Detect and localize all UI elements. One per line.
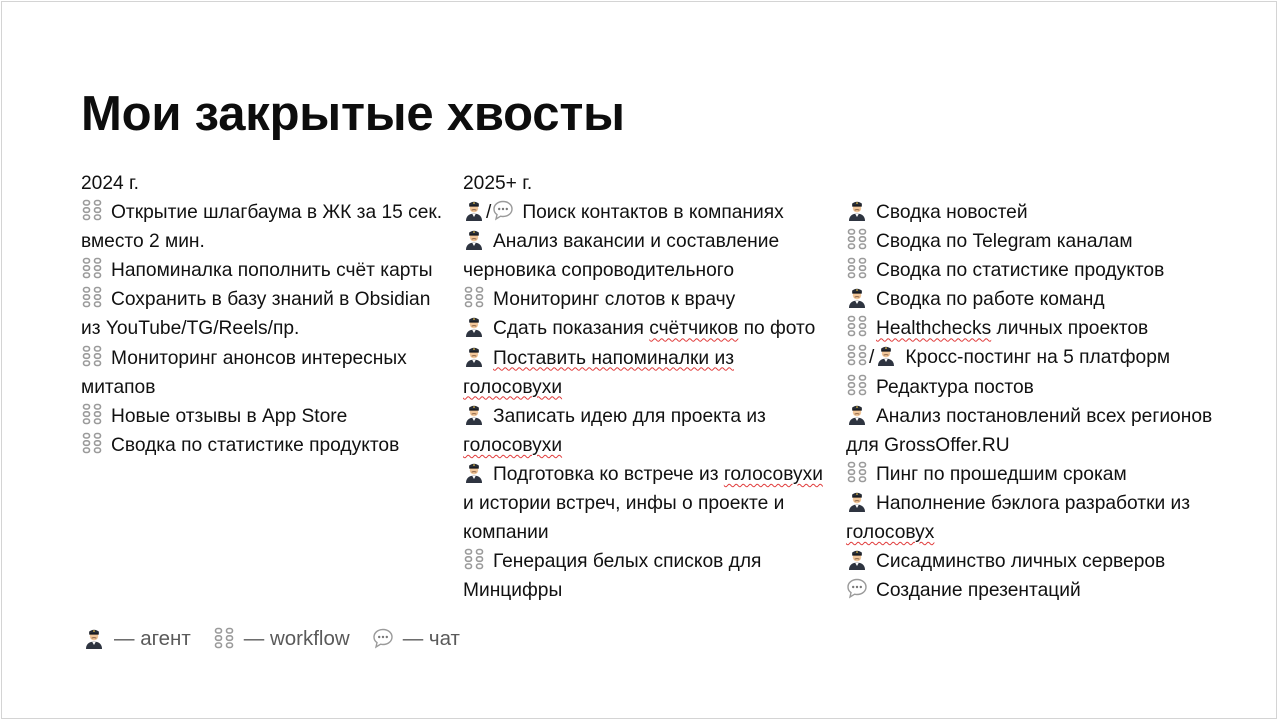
list-item — [463, 285, 835, 314]
agent-icon — [463, 461, 485, 483]
presentation-slide — [1, 1, 1277, 719]
workflow-icon — [463, 286, 485, 308]
list-item — [81, 344, 453, 402]
list-item — [463, 198, 835, 227]
item-text: Сводка по статистике продуктов — [111, 434, 400, 456]
agent-icon — [846, 286, 868, 308]
column-2025-continued — [846, 198, 1246, 605]
item-text: Сводка по работе команд — [876, 289, 1105, 311]
legend-label: — чат — [402, 627, 460, 650]
item-text: Сводка по Telegram каналам — [876, 231, 1133, 253]
item-text: Наполнение бэклога разработки из — [876, 492, 1191, 514]
item-text: голосовухи — [463, 434, 563, 456]
agent-icon — [846, 403, 868, 425]
list-item — [846, 547, 1246, 576]
workflow-icon — [213, 627, 235, 649]
item-text: Healthchecks — [876, 318, 992, 340]
workflow-icon — [846, 461, 868, 483]
item-text: Записать идею для проекта из — [493, 405, 766, 427]
item-text: Редактура постов — [876, 376, 1034, 398]
list-item — [463, 314, 835, 343]
slide-title: Мои закрытые хвосты — [81, 87, 625, 141]
list-item — [846, 460, 1246, 489]
list-item — [846, 576, 1246, 605]
agent-icon — [463, 403, 485, 425]
item-text: Мониторинг анонсов интересных митапов — [81, 347, 407, 398]
chat-icon — [492, 199, 514, 221]
list-item — [846, 314, 1246, 343]
list-item — [846, 402, 1246, 460]
item-text: Подготовка ко встрече из — [493, 463, 724, 485]
agent-icon — [463, 199, 485, 221]
column-heading-2025: 2025+ г. — [463, 173, 533, 194]
list-item — [81, 198, 453, 256]
workflow-icon — [81, 345, 103, 367]
list-item — [846, 373, 1246, 402]
chat-icon — [372, 627, 394, 649]
list-item — [846, 227, 1246, 256]
item-text: голосовухи — [723, 463, 823, 485]
list-item — [463, 547, 835, 605]
item-text: по фото — [738, 318, 816, 340]
workflow-icon — [81, 432, 103, 454]
list-item — [846, 256, 1246, 285]
task-list-2025-continued — [846, 198, 1246, 605]
agent-icon — [875, 344, 897, 366]
item-text: Анализ постановлений всех регионов для GrossOffer.RU — [846, 405, 1213, 456]
item-text: личных проектов — [991, 318, 1149, 340]
item-text: Поставить напоминалки из — [493, 347, 734, 369]
item-text: Мониторинг слотов к врачу — [493, 289, 736, 311]
agent-icon — [846, 199, 868, 221]
column-2025 — [463, 169, 835, 605]
item-text: Анализ вакансии и составление черновика сопроводительного — [463, 231, 780, 282]
agent-icon — [846, 548, 868, 570]
workflow-icon — [846, 344, 868, 366]
workflow-icon — [846, 374, 868, 396]
legend-label: — агент — [114, 627, 191, 650]
item-text: голосовухи — [463, 376, 563, 398]
agent-icon — [846, 490, 868, 512]
item-text: Пинг по прошедшим срокам — [876, 463, 1127, 485]
column-2024 — [81, 169, 453, 460]
item-text: Сохранить в базу знаний в Obsidian из YouTube/TG/Reels/пр. — [81, 289, 431, 340]
workflow-icon — [846, 228, 868, 250]
list-item — [463, 227, 835, 285]
item-text: Сдать показания — [493, 318, 650, 340]
workflow-icon — [81, 199, 103, 221]
workflow-icon — [463, 548, 485, 570]
item-text: Сводка по статистике продуктов — [876, 260, 1165, 282]
agent-icon — [463, 345, 485, 367]
list-item — [846, 489, 1246, 547]
item-text: Создание презентаций — [876, 580, 1081, 602]
legend-item-chat — [372, 624, 460, 654]
agent-icon — [463, 228, 485, 250]
agent-icon — [83, 627, 105, 649]
list-item — [463, 402, 835, 460]
item-text: Кросс-постинг на 5 платформ — [905, 347, 1171, 369]
list-item — [81, 285, 453, 343]
item-text: Генерация белых списков для Минцифры — [463, 551, 762, 602]
task-list-2024 — [81, 198, 453, 460]
list-item — [846, 198, 1246, 227]
icon-separator: / — [486, 202, 492, 224]
legend-label: — workflow — [243, 627, 350, 650]
item-text: Открытие шлагбаума в ЖК за 15 сек. вместо 2 мин. — [81, 202, 443, 253]
agent-icon — [463, 315, 485, 337]
workflow-icon — [81, 403, 103, 425]
chat-icon — [846, 577, 868, 599]
task-list-2025 — [463, 198, 835, 605]
item-text: счётчиков — [649, 318, 739, 340]
legend-item-workflow — [213, 624, 350, 654]
item-text: Сисадминство личных серверов — [876, 551, 1166, 573]
workflow-icon — [81, 286, 103, 308]
workflow-icon — [846, 315, 868, 337]
list-item — [846, 285, 1246, 314]
icon-separator: / — [869, 347, 875, 369]
list-item — [846, 343, 1246, 372]
list-item — [81, 256, 453, 285]
item-text: Напоминалка пополнить счёт карты — [111, 260, 433, 282]
item-text: и истории встреч, инфы о проекте и компании — [463, 493, 785, 544]
item-text: голосовух — [846, 522, 935, 544]
list-item — [463, 460, 835, 547]
item-text: Сводка новостей — [876, 202, 1028, 223]
list-item — [463, 344, 835, 402]
list-item — [81, 431, 453, 460]
legend-item-agent — [83, 624, 191, 654]
item-text: Поиск контактов в компаниях — [522, 202, 784, 224]
workflow-icon — [81, 257, 103, 279]
workflow-icon — [846, 257, 868, 279]
column-heading-2024: 2024 г. — [81, 173, 140, 194]
legend — [83, 624, 482, 654]
item-text: Новые отзывы в App Store — [111, 405, 348, 427]
list-item — [81, 402, 453, 431]
